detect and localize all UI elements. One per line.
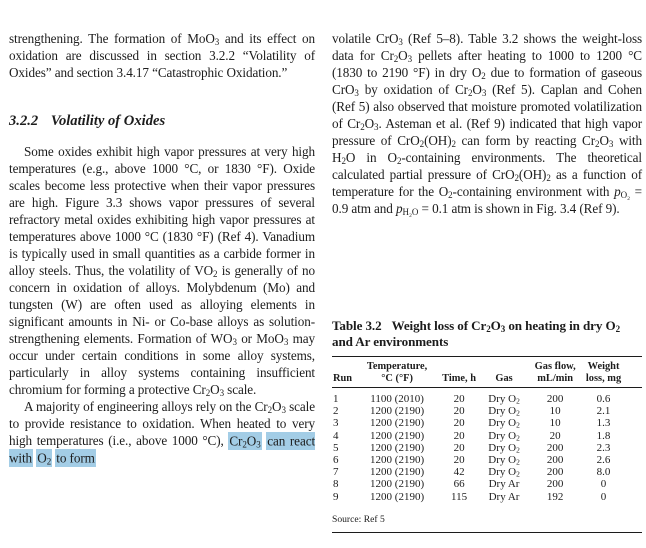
table-cell: 1200 (2190) xyxy=(370,466,425,479)
table-row xyxy=(332,478,642,490)
table-cell: 9 xyxy=(333,490,339,503)
col-header-line: Temperature, xyxy=(366,361,428,372)
table-cell: 1200 (2190) xyxy=(370,490,425,503)
section-number: 3.2.2 xyxy=(9,113,39,129)
table-cell: 115 xyxy=(451,490,468,503)
col-header-weight-loss xyxy=(583,357,642,388)
table-cell: 2.1 xyxy=(596,405,611,418)
col-header-gas-flow xyxy=(527,357,583,388)
table-cell: 20 xyxy=(453,393,465,405)
table-header-row xyxy=(332,357,642,388)
table-cell: Dry Ar xyxy=(488,490,520,503)
col-header-temperature xyxy=(357,357,438,388)
table-cell: 1100 (2010) xyxy=(370,393,424,405)
table-row xyxy=(332,417,642,429)
col-header-time xyxy=(437,357,480,388)
table-cell: 200 xyxy=(546,393,564,405)
table-row xyxy=(332,405,642,417)
col-header-run xyxy=(332,357,357,388)
table-cell: 1.3 xyxy=(596,417,611,430)
table-cell: 1200 (2190) xyxy=(370,417,425,430)
right-column xyxy=(332,30,643,525)
table-cell: 0 xyxy=(600,490,607,503)
left-column xyxy=(9,30,315,466)
table-cell: 200 xyxy=(546,466,564,479)
table-cell: Dry $O_2$ xyxy=(488,466,520,479)
table-cell: 42 xyxy=(453,466,465,479)
table-cell: 0 xyxy=(600,478,607,491)
paragraph-moo3-continuation: strengthening. The formation of MoO$_3$ and its effect on oxidation are discussed in section 3.2.2 “Volatility of Oxides” and section 3.4.17 “Catastrophic Oxidation.” xyxy=(9,31,315,80)
table-cell: 1200 (2190) xyxy=(370,429,425,442)
table-cell: Dry $O_2$ xyxy=(488,405,520,418)
col-header-line: Time, h xyxy=(442,372,477,384)
table-cell: 0.6 xyxy=(596,393,611,405)
table-body xyxy=(332,388,642,503)
col-header-line: loss, mg xyxy=(585,372,622,384)
table-cell: 66 xyxy=(453,478,465,491)
paragraph-cr2o3-selection: A majority of engineering alloys rely on the $Cr_2O_3$ scale to provide resistance to oxidation. When heated to very high temperatures (i.e., above 1000 °C), $Cr_2O_3$ can react with $O_2$ to form xyxy=(9,399,316,466)
table-source-note: Source: Ref 5 xyxy=(332,513,385,525)
table-row xyxy=(332,454,642,466)
table-cell: 1200 (2190) xyxy=(370,478,425,491)
table-header xyxy=(332,357,642,388)
table-cell: 5 xyxy=(333,441,339,454)
col-header-line: Run xyxy=(333,372,353,384)
table-title xyxy=(332,318,642,349)
table-label: Table 3.2 xyxy=(332,318,382,333)
table-cell: 6 xyxy=(333,454,339,467)
col-header-line: Gas flow, xyxy=(534,361,576,372)
section-title: Volatility of Oxides xyxy=(50,113,166,129)
table-cell: 200 xyxy=(546,454,564,467)
table-cell: 10 xyxy=(549,405,561,418)
col-header-line: Gas xyxy=(495,372,513,384)
weight-loss-table xyxy=(332,356,642,503)
table-cell: 1 xyxy=(333,393,339,405)
table-cell: 20 xyxy=(453,417,465,430)
table-cell: Dry Ar xyxy=(488,478,520,491)
col-header-line: Weight xyxy=(587,361,620,372)
table-cell: 20 xyxy=(453,405,465,418)
table-3-2 xyxy=(332,318,642,533)
table-cell: 1200 (2190) xyxy=(370,454,425,467)
table-row xyxy=(332,388,642,406)
table-cell: 1.8 xyxy=(596,429,611,442)
table-row xyxy=(332,466,642,478)
table-cell: 8 xyxy=(333,478,339,491)
table-cell: Dry $O_2$ xyxy=(488,417,520,430)
table-cell: Dry $O_2$ xyxy=(488,429,520,443)
table-cell: Dry $O_2$ xyxy=(488,393,520,406)
table-cell: 20 xyxy=(453,441,465,454)
table-cell: 7 xyxy=(333,466,339,479)
paragraph-vapor-pressures: Some oxides exhibit high vapor pressures at very high temperatures (e.g., above 1000 °C, or 1830 °F). Oxide scales become less protective when their vapor pressures are high. Figure 3.3 shows vapor pressures of several refractory metal oxides exhibiting high vapor pressures at temperatures above 1000 °C (1830 °F) (Ref 4). Vanadium is typically used in small quantities as a carbide former in alloy steels. Thus, the volatility of $VO_2$ is generally of no concern in oxidation of alloys. Molybdenum (Mo) and tungsten (W) are often used as alloying elements in significant amounts in Ni- or Co-base alloys as solution-strengthening elements. Formation of $WO_3$ or MoO$_3$ may occur under certain conditions in some alloy systems, particularly in alloy systems containing insufficient chromium for forming a protective $Cr_2O_3$ scale. xyxy=(9,144,316,398)
table-cell: 8.0 xyxy=(596,466,611,479)
selection-highlight: $Cr_2O_3$ xyxy=(229,433,261,449)
table-cell: 10 xyxy=(549,417,561,430)
table-cell: 2.3 xyxy=(596,441,611,454)
table-cell: 20 xyxy=(549,429,561,442)
column-bottom-rule xyxy=(332,532,642,533)
table-row xyxy=(332,430,642,442)
table-cell: 3 xyxy=(333,417,339,430)
table-cell: 200 xyxy=(546,478,564,491)
table-cell: 2 xyxy=(333,405,339,418)
selection-highlight: can react with xyxy=(9,433,316,465)
selection-highlight: $O_2$ xyxy=(37,450,52,466)
table-cell: 1200 (2190) xyxy=(370,441,425,454)
table-cell: 20 xyxy=(453,454,465,467)
selection-highlight: to form xyxy=(56,450,95,465)
table-cell: 1200 (2190) xyxy=(370,405,425,418)
table-cell: 4 xyxy=(333,429,339,442)
table-cell: 2.6 xyxy=(596,454,611,467)
paragraph-volatile-cro3: volatile CrO$_3$ (Ref 5–8). Table 3.2 shows the weight-loss data for $Cr_2O_3$ pellets after heating to 1000 to 1200 °C (1830 to 2190 °F) in dry $O_2$ due to formation of gaseous CrO$_3$ by oxidation of $Cr_2O_3$ (Ref 5). Caplan and Cohen (Ref 5) also observed that moisture promoted volatilization of $Cr_2O_3$. Asteman et al. (Ref 9) indicated that high vapor pressure of $CrO_2(OH)_2$ can form by reacting $Cr_2O_3$ with $H_2O$ in $O_2$-containing environments. The theoretical calculated partial pressure of $CrO_2(OH)_2$ as a function of temperature for the $O_2$-containing environment with $p_{O_2} = 0.9$ atm and $p_{H_2O} = 0.1$ atm is shown in Fig. 3.4 (Ref 9). xyxy=(332,31,643,217)
table-cell: Dry $O_2$ xyxy=(488,441,520,455)
table-caption: Weight loss of $Cr_2O_3$ on heating in dry $O_2$ and Ar environments xyxy=(332,318,620,349)
table-cell: Dry $O_2$ xyxy=(488,454,520,467)
table-row xyxy=(332,442,642,454)
col-header-gas xyxy=(481,357,528,388)
col-header-line: °C (°F) xyxy=(381,372,413,384)
section-heading xyxy=(9,112,315,130)
table-cell: 200 xyxy=(546,441,564,454)
table-cell: 20 xyxy=(453,429,465,442)
table-row xyxy=(332,491,642,503)
table-cell: 192 xyxy=(546,490,564,503)
col-header-line: mL/min xyxy=(537,372,574,384)
